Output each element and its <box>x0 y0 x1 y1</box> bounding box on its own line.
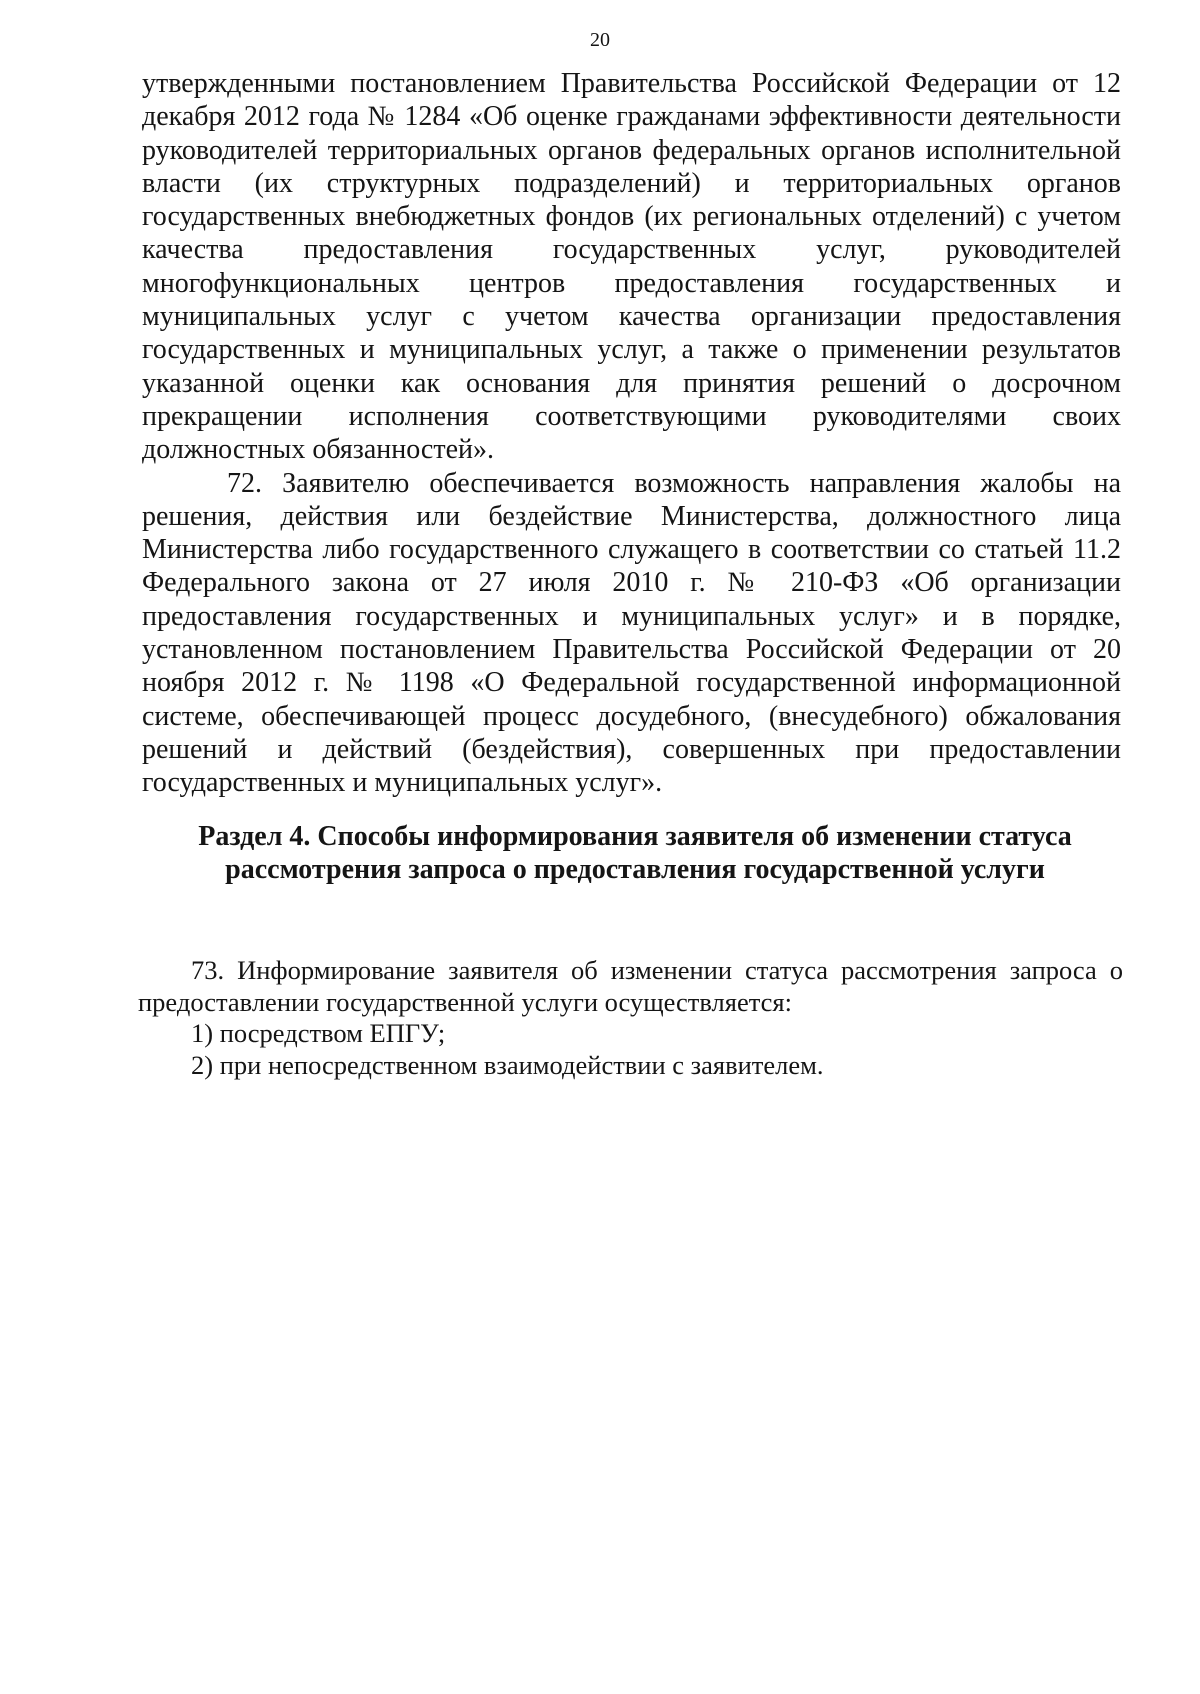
list-item-2: 2) при непосредственном взаимодействии с заявителем. <box>191 1049 824 1080</box>
main-text-block <box>142 67 1121 800</box>
section-heading-line-1: Раздел 4. Способы информирования заявителя об изменении статуса <box>198 821 1072 852</box>
paragraph-72: 72. Заявителю обеспечивается возможность направления жалобы на решения, действия или бездействие Министерства, должностного лица Министерства либо государственного служащего в соответствии со статьей 11.2 Федерального закона от 27 июля 2010 г. № 210-ФЗ «Об организации предоставления государственных и муниципальных услуг» и в порядке, установленном постановлением Правительства Российской Федерации от 20 ноября 2012 г. № 1198 «О Федеральной государственной информационной системе, обеспечивающей процесс досудебного, (внесудебного) обжалования решений и действий (бездействия), совершенных при предоставлении государственных и муниципальных услуг». <box>142 467 1121 799</box>
paragraph-73: 73. Информирование заявителя об изменении статуса рассмотрения запроса о предоставлении государственной услуги осуществляется: <box>138 955 1123 1017</box>
section-heading-line-2: рассмотрения запроса о предоставления государственной услуги <box>225 854 1045 885</box>
list-item-1: 1) посредством ЕПГУ; <box>191 1018 446 1048</box>
page-number: 20 <box>590 29 610 51</box>
section-body <box>138 955 1123 1081</box>
paragraph-continuation: утвержденными постановлением Правительства Российской Федерации от 12 декабря 2012 года № 1284 «Об оценке гражданами эффективности деятельности руководителей территориальных органов федеральных органов исполнительной власти (их структурных подразделений) и территориальных органов государственных внебюджетных фондов (их региональных отделений) с учетом качества предоставления государственных услуг, руководителей многофункциональных центров предоставления государственных и муниципальных услуг с учетом качества организации предоставления государственных и муниципальных услуг, а также о применении результатов указанной оценки как основания для принятия решений о досрочном прекращении исполнения соответствующими руководителями своих должностных обязанностей». <box>142 68 1121 466</box>
section-heading <box>195 820 1075 886</box>
